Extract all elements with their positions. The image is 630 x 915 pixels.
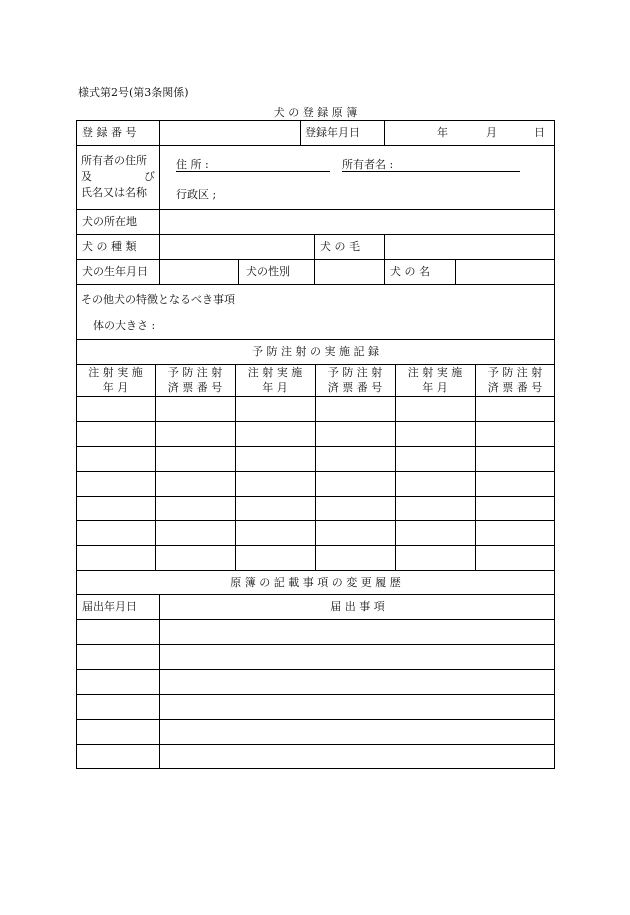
rule-vacc-col-1	[155, 364, 156, 570]
rule-history-col	[159, 594, 160, 769]
dog-coat-label: 犬 の 毛	[320, 240, 360, 253]
vacc-header-date-2-line-2: 年 月	[262, 381, 288, 394]
owner-label-line-1: 所有者の住所	[81, 154, 147, 167]
rule-vacc-col-5	[475, 364, 476, 570]
owner-name-label: 所有者名 :	[342, 158, 394, 171]
dog-breed-label: 犬 の 種 類	[82, 240, 137, 253]
rule-name-left	[384, 259, 385, 284]
owner-address-label: 住 所 :	[176, 158, 209, 171]
dog-location-label: 犬の所在地	[82, 215, 137, 228]
body-size-label: 体の大きさ :	[93, 319, 156, 332]
dog-birth-field[interactable]	[160, 260, 238, 284]
registration-number-field[interactable]	[160, 121, 300, 145]
rule-after-history-header	[76, 619, 555, 620]
owner-name-underline[interactable]	[342, 171, 520, 172]
vaccination-section-title: 予 防 注 射 の 実 施 記 録	[252, 345, 379, 358]
rule-vacc-col-3	[315, 364, 316, 570]
owner-address-underline[interactable]	[176, 171, 330, 172]
vacc-header-ticket-3-line-1: 予 防 注 射	[487, 366, 543, 379]
dog-breed-field[interactable]	[160, 235, 314, 259]
owner-label-line-3: 氏名又は名称	[81, 186, 147, 199]
dog-coat-field[interactable]	[385, 235, 554, 259]
vacc-header-date-1-line-1: 注 射 実 施	[88, 366, 143, 379]
dog-location-field[interactable]	[160, 210, 554, 234]
registration-month-label: 月	[486, 126, 497, 139]
vacc-header-ticket-1-line-2: 済 票 番 号	[167, 381, 223, 394]
rule-history-row-4	[76, 719, 555, 720]
dog-sex-label: 犬の性別	[246, 265, 290, 278]
vacc-header-ticket-2-line-1: 予 防 注 射	[327, 366, 383, 379]
owner-label-line-2	[81, 170, 155, 183]
vacc-header-ticket-2-line-2: 済 票 番 号	[327, 381, 383, 394]
form-number-label: 様式第2号(第3条関係)	[78, 86, 189, 99]
history-section-title: 原 簿 の 記 載 事 項 の 変 更 履 歴	[230, 575, 401, 589]
rule-reg-date-left	[300, 120, 301, 145]
vacc-header-ticket-1-line-1: 予 防 注 射	[167, 366, 223, 379]
rule-vacc-col-2	[235, 364, 236, 570]
dog-name-field[interactable]	[456, 260, 554, 284]
registration-day-label: 日	[534, 126, 545, 139]
owner-ward-label: 行政区 ;	[176, 188, 217, 201]
registration-year-label: 年	[437, 126, 448, 139]
dog-name-label: 犬 の 名	[390, 265, 430, 278]
vacc-header-date-3-line-1: 注 射 実 施	[407, 366, 463, 379]
rule-history-row-3	[76, 694, 555, 695]
vacc-header-date-3-line-2: 年 月	[422, 381, 448, 394]
rule-history-row-1	[76, 644, 555, 645]
rule-after-birth	[76, 284, 555, 285]
rule-history-row-5	[76, 744, 555, 745]
rule-sex-left	[238, 259, 239, 284]
vacc-header-ticket-3-line-2: 済 票 番 号	[487, 381, 543, 394]
history-items-label: 届 出 事 項	[330, 600, 385, 613]
vacc-header-date-1-line-2: 年 月	[102, 381, 129, 394]
dog-sex-field[interactable]	[315, 260, 384, 284]
features-label: その他犬の特徴となるべき事項	[81, 293, 235, 306]
registry-form	[76, 120, 555, 769]
rule-history-row-2	[76, 669, 555, 670]
owner-label-line-2-text: 及 び	[81, 170, 155, 183]
vacc-header-date-2-line-1: 注 射 実 施	[247, 366, 303, 379]
dog-birth-label: 犬の生年月日	[82, 265, 148, 278]
history-date-label: 届出年月日	[82, 600, 137, 613]
rule-reg-date-right	[384, 120, 385, 145]
rule-coat-left	[314, 234, 315, 259]
rule-after-registration	[76, 145, 555, 146]
form-title: 犬 の 登 録 原 簿	[273, 106, 358, 119]
rule-vacc-col-4	[395, 364, 396, 570]
registration-number-label: 登 録 番 号	[82, 126, 137, 139]
registration-date-label: 登録年月日	[305, 126, 360, 139]
